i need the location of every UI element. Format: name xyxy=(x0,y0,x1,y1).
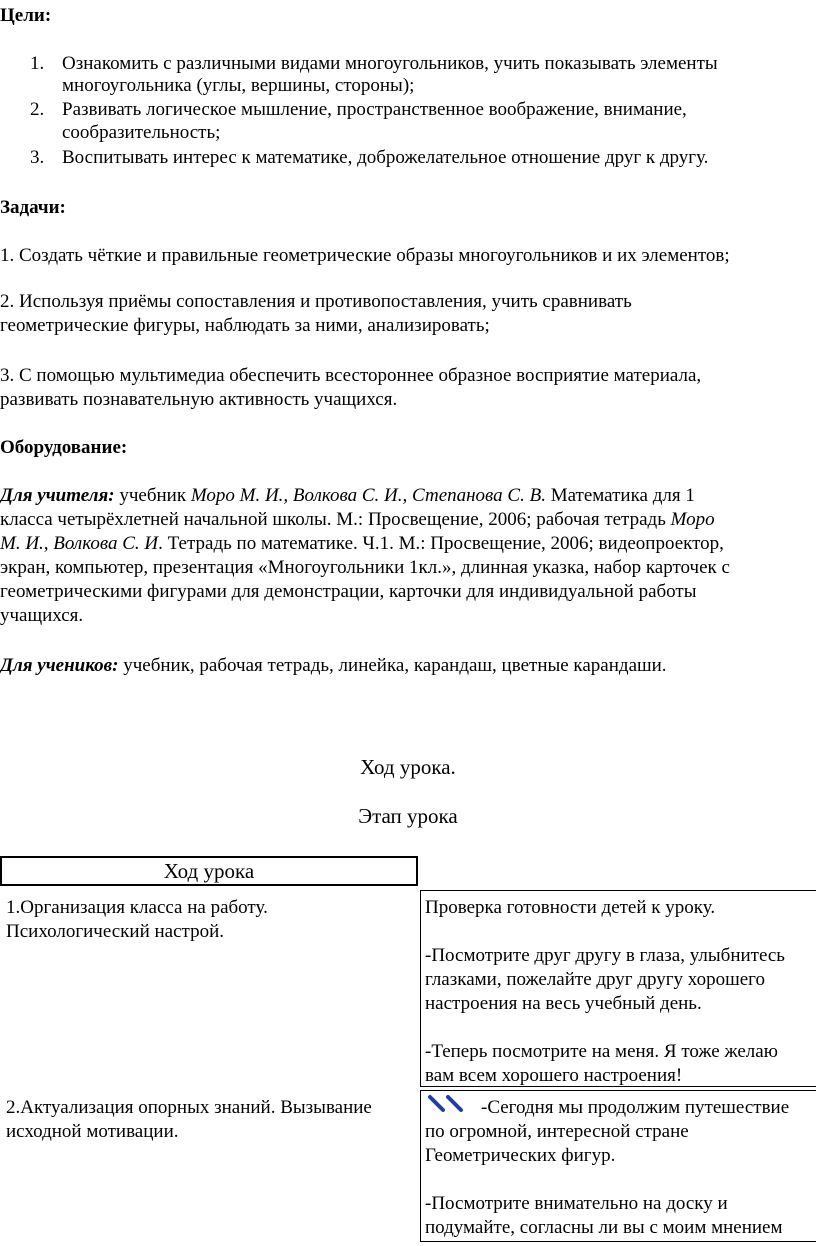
workbook-authors: Моро xyxy=(670,509,715,530)
tasks-heading: Задачи: xyxy=(0,197,66,218)
goal-text: Воспитывать интерес к математике, доброжелательное отношение друг к другу. xyxy=(62,147,709,168)
teacher-equipment-line: экран, компьютер, презентация «Многоугольники 1кл.», длинная указка, набор карточек с xyxy=(0,557,730,578)
teacher-equipment-line xyxy=(0,532,724,556)
goal-text: Развивать логическое мышление, пространственное воображение, внимание, xyxy=(62,99,687,120)
teacher-equipment-line: геометрическими фигурами для демонстрации, карточки для индивидуальной работы xyxy=(0,581,697,602)
goal-number: 1. xyxy=(30,53,45,74)
row-stage-text: 1.Организация класса на работу. xyxy=(6,897,268,918)
teacher-label: Для учителя: xyxy=(0,485,115,506)
row-stage-text: Психологический настрой. xyxy=(6,921,224,942)
row-content-text: вам всем хорошего настроения! xyxy=(425,1065,683,1086)
equipment-heading: Оборудование: xyxy=(0,437,128,458)
lesson-stage: Этап урока xyxy=(358,804,458,828)
teacher-equipment-line xyxy=(0,484,695,508)
goal-number: 2. xyxy=(30,99,45,120)
textbook-authors: Моро М. И., Волкова С. И., Степанова С. В. xyxy=(190,485,546,506)
row-content-text: глазками, пожелайте друг другу хорошего xyxy=(425,969,765,990)
students-text: учебник, рабочая тетрадь, линейка, карандаш, цветные карандаши. xyxy=(118,655,667,676)
task-item: геометрические фигуры, наблюдать за ними, анализировать; xyxy=(0,315,490,336)
lesson-title: Ход урока. xyxy=(360,755,456,779)
row-content-text: настроения на весь учебный день. xyxy=(425,993,702,1014)
workbook-authors: М. И., Волкова С. И xyxy=(0,533,159,554)
goal-text: сообразительность; xyxy=(62,122,221,143)
teacher-equipment-line xyxy=(0,508,715,532)
teacher-text: . Тетрадь по математике. Ч.1. М.: Просвещение, 2006; видеопроектор, xyxy=(158,533,724,554)
row-content-text: -Посмотрите друг другу в глаза, улыбнитесь xyxy=(425,945,785,966)
slide-icon-stroke xyxy=(448,1097,461,1110)
slide-icon xyxy=(427,1094,467,1114)
row-content-text: -Посмотрите внимательно на доску и xyxy=(425,1193,728,1214)
table-header: Ход урока xyxy=(0,856,418,886)
task-item: 1. Создать чёткие и правильные геометрические образы многоугольников и их элементов; xyxy=(0,245,730,266)
task-item: 3. С помощью мультимедиа обеспечить всестороннее образное восприятие материала, xyxy=(0,365,702,386)
row-content-text: -Теперь посмотрите на меня. Я тоже желаю xyxy=(425,1041,778,1062)
row-stage-text: 2.Актуализация опорных знаний. Вызывание xyxy=(6,1097,372,1118)
teacher-text: учебник xyxy=(114,485,191,506)
task-item: развивать познавательную активность учащихся. xyxy=(0,389,398,410)
row-content-text: Геометрических фигур. xyxy=(425,1145,616,1166)
students-label: Для учеников: xyxy=(0,655,119,676)
students-equipment-line xyxy=(0,654,667,678)
row-stage-text: исходной мотивации. xyxy=(6,1121,179,1142)
slide-icon-stroke xyxy=(430,1097,443,1110)
goal-text: многоугольника (углы, вершины, стороны); xyxy=(62,75,415,96)
row-content-text: -Сегодня мы продолжим путешествие xyxy=(481,1097,790,1118)
row-content-text: подумайте, согласны ли вы с моим мнением xyxy=(425,1217,783,1238)
goal-text: Ознакомить с различными видами многоугольников, учить показывать элементы xyxy=(62,53,718,74)
teacher-equipment-line: учащихся. xyxy=(0,605,84,626)
task-item: 2. Используя приёмы сопоставления и противопоставления, учить сравнивать xyxy=(0,291,632,312)
goal-number: 3. xyxy=(30,147,45,168)
row-content-text: по огромной, интересной стране xyxy=(425,1121,689,1142)
row-content-text: Проверка готовности детей к уроку. xyxy=(425,897,716,918)
teacher-text: Математика для 1 xyxy=(545,485,695,506)
goals-heading: Цели: xyxy=(0,5,52,26)
teacher-text: класса четырёхлетней начальной школы. М.: Просвещение, 2006; рабочая тетрадь xyxy=(0,509,671,530)
